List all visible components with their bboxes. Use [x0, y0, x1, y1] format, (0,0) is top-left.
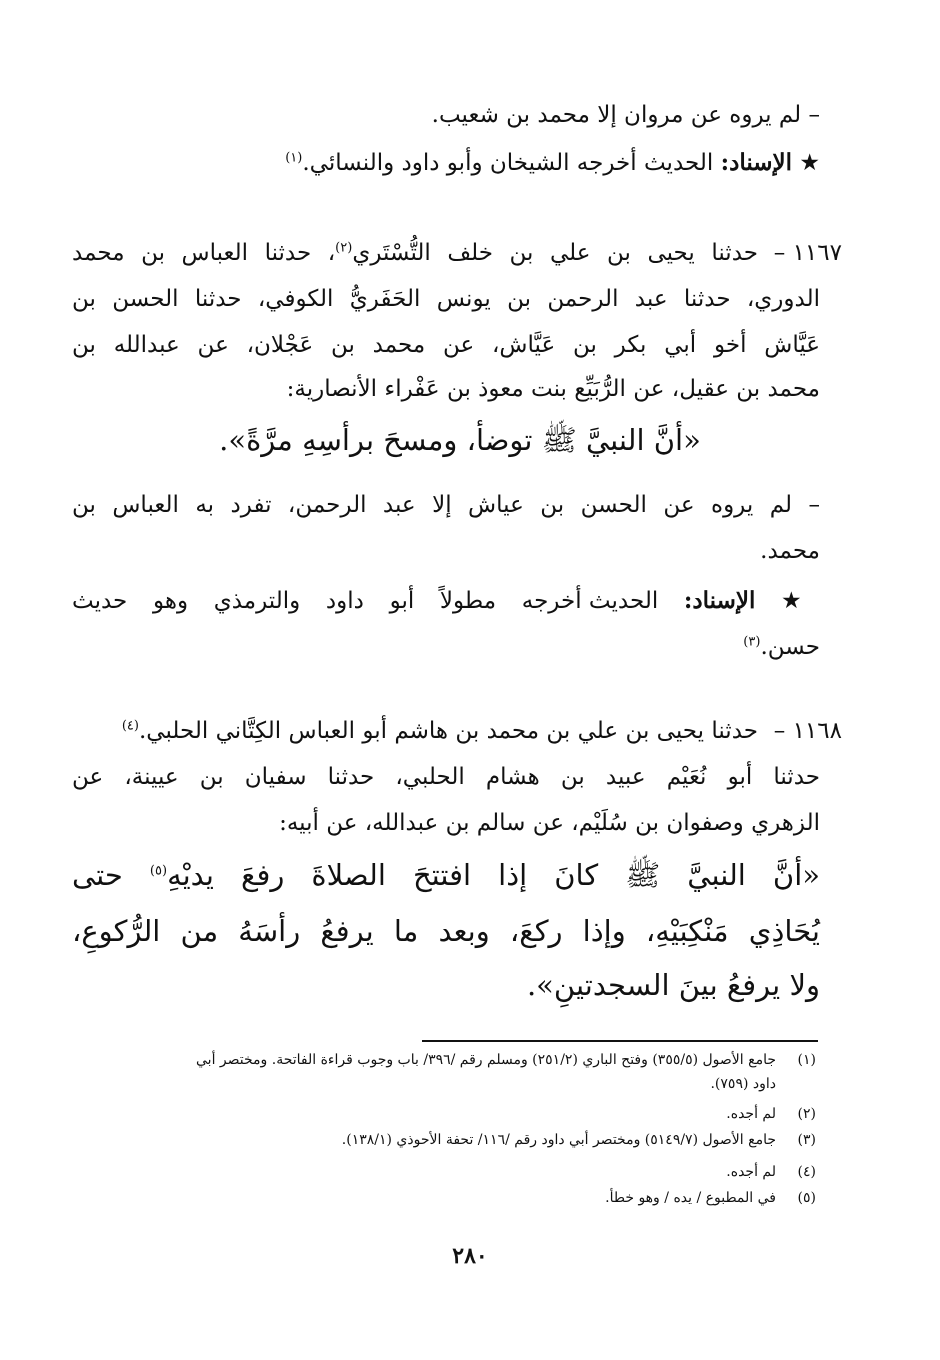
hadith-1167-matn: «أنَّ النبيَّ ﷺ توضأ، ومسحَ برأسِهِ مرَّةً». — [219, 423, 701, 457]
footnote-3 — [72, 1130, 816, 1150]
footnote-1 — [72, 1050, 816, 1070]
hadith-1168-line-2: حدثنا أبو نُعَيْم عبيد بن هشام الحلبي، حدثنا سفيان بن عيينة، عن — [72, 764, 820, 790]
footnote-number: (٤) — [797, 1164, 816, 1180]
isnad-label: الإسناد: — [720, 149, 793, 176]
sanad-text: ، حدثنا العباس بن محمد — [72, 240, 336, 266]
isnad-text: حسن. — [760, 634, 820, 660]
footnote-ref-4: (٤) — [121, 718, 139, 734]
hadith-number-1167: ١١٦٧ – — [773, 240, 842, 266]
matn-text: حتى — [72, 858, 123, 892]
footnote-text: لم أجده. — [726, 1106, 776, 1122]
hadith-1167-isnad-line-1 — [72, 586, 820, 616]
note-text: – لم يروه عن مروان إلا محمد بن شعيب. — [431, 102, 820, 128]
footnote-number: (٣) — [797, 1132, 816, 1148]
matn-text: «أنَّ النبيَّ ﷺ كانَ إذا افتتحَ الصلاةَ رفعَ يديْهِ — [167, 858, 821, 892]
footnote-ref-1: (١) — [285, 150, 303, 166]
hadith-1167-note-line-1: – لم يروه عن الحسن بن عياش إلا عبد الرحمن، تفرد به العباس بن — [72, 492, 820, 518]
sanad-text: حدثنا يحيى بن علي بن محمد بن هاشم أبو العباس الكِتَّاني الحلبي. — [138, 718, 758, 744]
footnote-4 — [72, 1162, 816, 1182]
star-marker: ★ — [781, 588, 821, 614]
footnote-separator — [422, 1040, 818, 1042]
hadith-1168-matn-line-3: ولا يرفعُ بينَ السجدتينِ». — [526, 968, 820, 1002]
hadith-1168-matn-line-2: يُحَاذِي مَنْكِبَيْهِ، وإذا ركعَ، وبعد ما يرفعُ رأسَهُ من الرُّكوعِ، — [72, 914, 820, 948]
hadith-1167-isnad-line-2 — [72, 632, 820, 662]
isnad-text: الحديث أخرجه الشيخان وأبو داود والنسائي. — [302, 150, 714, 176]
isnad-text: الحديث أخرجه مطولاً أبو داود والترمذي وهو حديث — [72, 588, 659, 614]
footnote-2 — [72, 1104, 816, 1124]
hadith-1168-matn-line-1 — [72, 856, 820, 894]
footnote-ref-2: (٢) — [335, 240, 353, 256]
footnote-text: في المطبوع / يده / وهو خطأ. — [605, 1190, 776, 1206]
footnote-number: (٢) — [797, 1106, 816, 1122]
footnote-ref-3: (٣) — [743, 634, 761, 650]
sanad-text: حدثنا يحيى بن علي بن خلف التُّسْتَري — [352, 240, 758, 266]
footnote-ref-5: (٥) — [149, 863, 168, 879]
previous-hadith-isnad — [72, 148, 820, 178]
previous-hadith-note — [72, 100, 820, 130]
hadith-1168-line-1 — [72, 716, 758, 746]
footnote-5 — [72, 1188, 816, 1208]
footnote-text: جامع الأصول (٣٥٥/٥) وفتح الباري (٢٥١/٢) ومسلم رقم /٣٩٦/ باب وجوب قراءة الفاتحة. ومختصر أبي — [196, 1052, 776, 1068]
hadith-number-1168: ١١٦٨ – — [773, 718, 842, 744]
footnote-text: لم أجده. — [726, 1164, 776, 1180]
hadith-1167-line-3: عَيَّاش أخو أبي بكر بن عَيَّاش، عن محمد بن عَجْلان، عن عبدالله بن — [72, 332, 820, 358]
hadith-1168-line-3: الزهري وصفوان بن سُلَيْم، عن سالم بن عبدالله، عن أبيه: — [279, 810, 820, 836]
isnad-label: الإسناد: — [683, 587, 756, 614]
hadith-1167-note-line-2: محمد. — [760, 538, 820, 564]
footnote-1-continuation: داود (٧٥٩). — [710, 1076, 776, 1092]
hadith-1167-line-1 — [72, 238, 758, 268]
hadith-1167-line-2: الدوري، حدثنا عبد الرحمن بن يونس الحَفَريُّ الكوفي، حدثنا الحسن بن — [72, 286, 820, 312]
footnote-text: جامع الأصول (٥١٤٩/٧) ومختصر أبي داود رقم /١١٦/ تحفة الأحوذي (١٣٨/١). — [341, 1132, 776, 1148]
hadith-1167-line-4: محمد بن عقيل، عن الرُّبَيِّع بنت معوذ بن عَفْراء الأنصارية: — [286, 376, 820, 402]
footnote-number: (٥) — [797, 1190, 816, 1206]
page-number: ٢٨٠ — [452, 1243, 488, 1269]
footnote-number: (١) — [797, 1052, 816, 1068]
star-marker: ★ — [799, 150, 820, 176]
